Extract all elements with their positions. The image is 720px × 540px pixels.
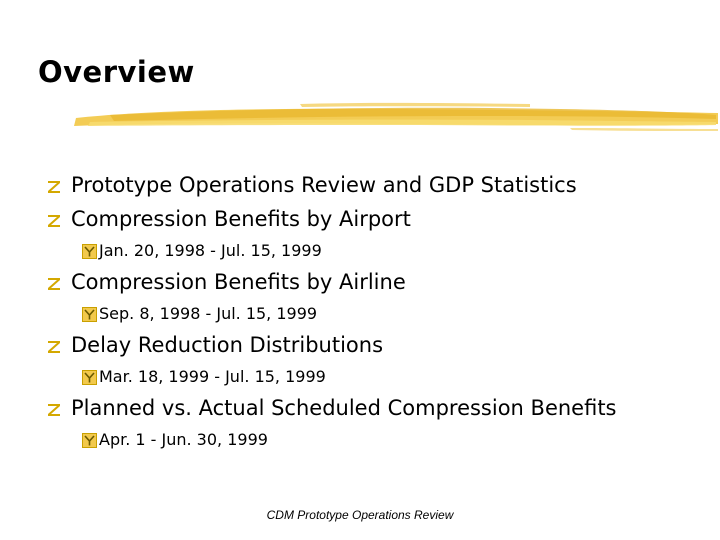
z-bullet-icon: [46, 275, 62, 291]
y-box-bullet-icon: [82, 244, 97, 259]
slide-title: Overview: [38, 55, 195, 89]
z-bullet-icon: [46, 338, 62, 354]
y-box-bullet-icon: [82, 433, 97, 448]
bullet-item-planned-vs-actual: [46, 394, 706, 423]
bullet-item-delay-reduction: [46, 331, 706, 360]
bullet-text: Delay Reduction Distributions: [71, 333, 384, 357]
sub-bullet-text: Sep. 8, 1998 - Jul. 15, 1999: [99, 304, 318, 323]
bullet-text: Compression Benefits by Airport: [71, 207, 411, 231]
y-box-bullet-icon: [82, 307, 97, 322]
y-box-bullet-icon: [82, 370, 97, 385]
sub-bullet-item-planned-dates: [82, 428, 706, 452]
bullet-text: Planned vs. Actual Scheduled Compression Benefits: [71, 396, 617, 420]
sub-bullet-item-airline-dates: [82, 302, 706, 326]
bullet-text: Prototype Operations Review and GDP Statistics: [71, 173, 577, 197]
z-bullet-icon: [46, 212, 62, 228]
sub-bullet-item-airport-dates: [82, 239, 706, 263]
sub-bullet-item-delay-dates: [82, 365, 706, 389]
bullet-item-gdp-statistics: [46, 171, 706, 200]
sub-bullet-text: Jan. 20, 1998 - Jul. 15, 1999: [99, 241, 322, 260]
bullet-text: Compression Benefits by Airline: [71, 270, 406, 294]
sub-bullet-text: Mar. 18, 1999 - Jul. 15, 1999: [99, 367, 326, 386]
sub-bullet-text: Apr. 1 - Jun. 30, 1999: [99, 430, 268, 449]
bullet-item-benefits-by-airport: [46, 205, 706, 234]
yellow-brushstroke-divider: [70, 98, 720, 132]
z-bullet-icon: [46, 401, 62, 417]
bullet-item-benefits-by-airline: [46, 268, 706, 297]
bullet-list: [46, 166, 706, 452]
z-bullet-icon: [46, 178, 62, 194]
slide-footer: CDM Prototype Operations Review: [266, 508, 454, 522]
